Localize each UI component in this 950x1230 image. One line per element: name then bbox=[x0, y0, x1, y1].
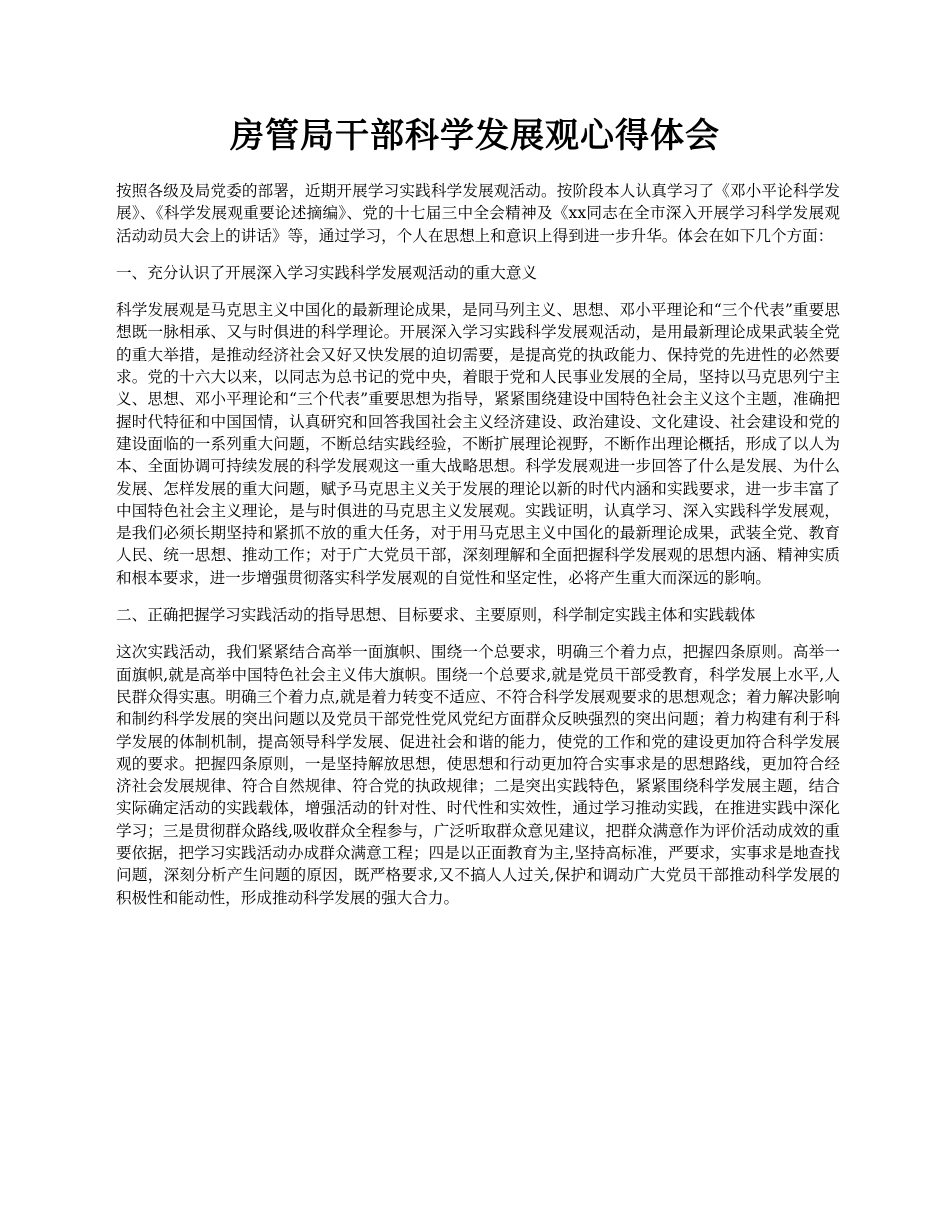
page-title: 房管局干部科学发展观心得体会 bbox=[230, 116, 720, 156]
document-body bbox=[116, 180, 840, 924]
section-1-paragraph: 科学发展观是马克思主义中国化的最新理论成果，是同马列主义、思想、邓小平理论和“三个代表”重要思想既一脉相承、又与时俱进的科学理论。开展深入学习实践科学发展观活动，是用最新理论成果武装全党的重大举措，是推动经济社会又好又快发展的迫切需要，是提高党的执政能力、保持党的先进性的必然要求。党的十六大以来，以同志为总书记的党中央，着眼于党和人民事业发展的全局，坚持以马克思列宁主义、思想、邓小平理论和“三个代表”重要思想为指导，紧紧围绕建设中国特色社会主义这个主题，准确把握时代特征和中国国情，认真研究和回答我国社会主义经济建设、政治建设、文化建设、社会建设和党的建设面临的一系列重大问题，不断总结实践经验，不断扩展理论视野，不断作出理论概括，形成了以人为本、全面协调可持续发展的科学发展观这一重大战略思想。科学发展观进一步回答了什么是发展、为什么发展、怎样发展的重大问题，赋予马克思主义关于发展的理论以新的时代内涵和实践要求，进一步丰富了中国特色社会主义理论，是与时俱进的马克思主义发展观。实践证明，认真学习、深入实践科学发展观，是我们必须长期坚持和紧抓不放的重大任务，对于用马克思主义中国化的最新理论成果，武装全党、教育人民、统一思想、推动工作；对于广大党员干部，深刻理解和全面把握科学发展观的思想内涵、精神实质和根本要求，进一步增强贯彻落实科学发展观的自觉性和坚定性，必将产生重大而深远的影响。 bbox=[116, 301, 840, 587]
section-1-heading: 一、充分认识了开展深入学习实践科学发展观活动的重大意义 bbox=[116, 263, 538, 282]
section-2-heading: 二、正确把握学习实践活动的指导思想、目标要求、主要原则，科学制定实践主体和实践载体 bbox=[116, 606, 756, 625]
section-2-paragraph: 这次实践活动，我们紧紧结合高举一面旗帜、围绕一个总要求，明确三个着力点，把握四条原则。高举一面旗帜,就是高举中国特色社会主义伟大旗帜。围绕一个总要求,就是党员干部受教育，科学发展上水平,人民群众得实惠。明确三个着力点,就是着力转变不适应、不符合科学发展观要求的思想观念；着力解决影响和制约科学发展的突出问题以及党员干部党性党风党纪方面群众反映强烈的突出问题；着力构建有利于科学发展的体制机制，提高领导科学发展、促进社会和谐的能力，使党的工作和党的建设更加符合科学发展观的要求。把握四条原则，一是坚持解放思想，使思想和行动更加符合实事求是的思想路线，更加符合经济社会发展规律、符合自然规律、符合党的执政规律；二是突出实践特色，紧紧围绕科学发展主题，结合实际确定活动的实践载体，增强活动的针对性、时代性和实效性，通过学习推动实践，在推进实践中深化学习；三是贯彻群众路线,吸收群众全程参与，广泛听取群众意见建议，把群众满意作为评价活动成效的重要依据，把学习实践活动办成群众满意工程；四是以正面教育为主,坚持高标准，严要求，实事求是地查找问题，深刻分析产生问题的原因，既严格要求,又不搞人人过关,保护和调动广大党员干部推动科学发展的积极性和能动性，形成推动科学发展的强大合力。 bbox=[116, 643, 840, 907]
intro-paragraph: 按照各级及局党委的部署，近期开展学习实践科学发展观活动。按阶段本人认真学习了《邓小平论科学发展》、《科学发展观重要论述摘编》、党的十七届三中全会精神及《xx同志在全市深入开展学习科学发展观活动动员大会上的讲话》等，通过学习，个人在思想上和意识上得到进一步升华。体会在如下几个方面： bbox=[116, 182, 840, 245]
